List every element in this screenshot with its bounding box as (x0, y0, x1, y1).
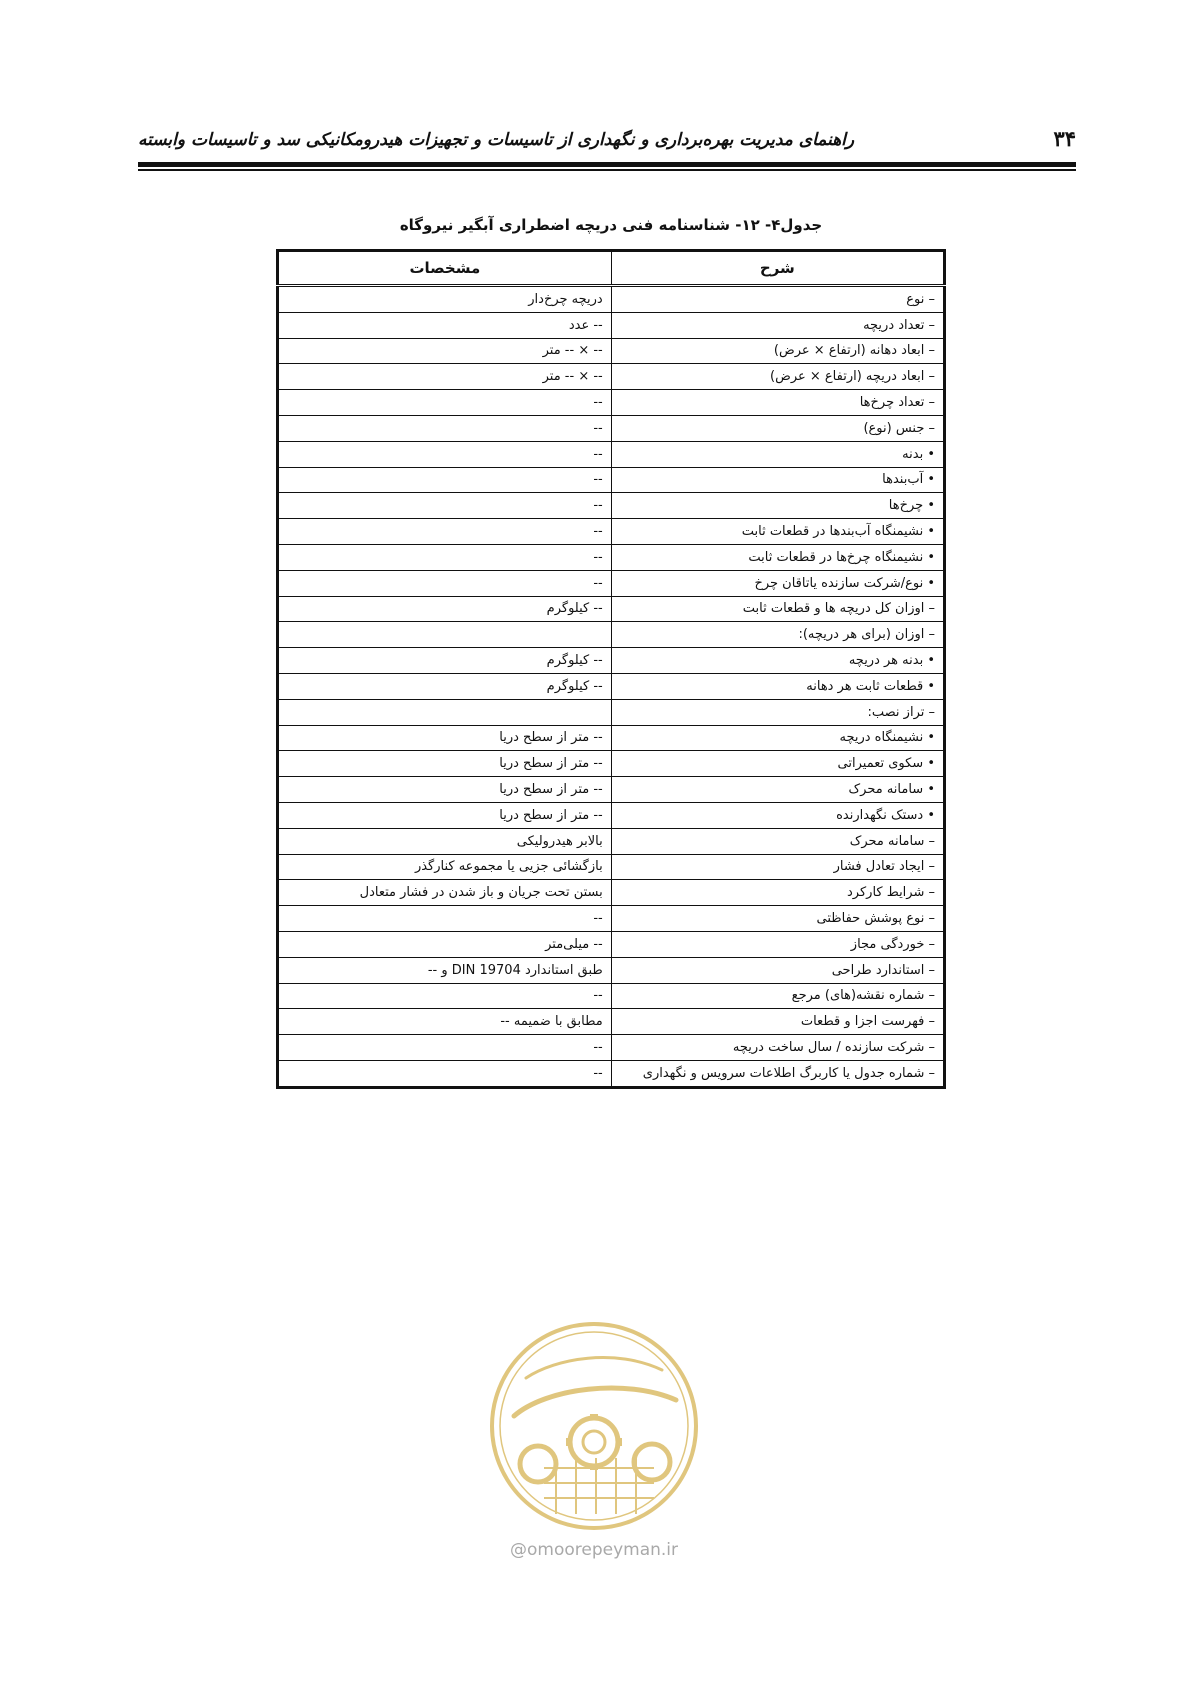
row-spec: مطابق با ضمیمه -- (278, 1009, 612, 1035)
row-description: • قطعات ثابت هر دهانه (611, 673, 944, 699)
table-row (278, 596, 945, 622)
table-row (278, 286, 945, 313)
row-spec: -- متر از سطح دریا (278, 725, 612, 751)
row-description: – ابعاد دریچه (ارتفاع × عرض) (611, 364, 944, 390)
table-row (278, 338, 945, 364)
spec-table (276, 249, 946, 1089)
row-spec: -- عدد (278, 312, 612, 338)
row-description: – نوع پوشش حفاظتی (611, 906, 944, 932)
row-spec: -- (278, 983, 612, 1009)
row-spec: -- متر از سطح دریا (278, 802, 612, 828)
row-spec: -- کیلوگرم (278, 673, 612, 699)
table-body (278, 286, 945, 1088)
row-description: • نوع/شرکت سازنده یاتاقان چرخ (611, 570, 944, 596)
table-row (278, 1035, 945, 1061)
table-row (278, 390, 945, 416)
table-row (278, 802, 945, 828)
table-row (278, 906, 945, 932)
row-description: – سامانه محرک (611, 828, 944, 854)
row-description: • بدنه هر دریچه (611, 648, 944, 674)
row-description: – شرایط کارکرد (611, 880, 944, 906)
row-spec: بازگشائی جزیی یا مجموعه کنارگذر (278, 854, 612, 880)
table-row (278, 983, 945, 1009)
table-row (278, 854, 945, 880)
header-specs: مشخصات (278, 251, 612, 286)
table-row (278, 467, 945, 493)
table-row (278, 544, 945, 570)
row-spec: -- (278, 544, 612, 570)
running-title: راهنمای مدیریت بهره‌برداری و نگهداری از تاسیسات و تجهیزات هیدرومکانیکی سد و تاسیسات وابسته (138, 130, 855, 150)
table-row (278, 519, 945, 545)
table-row (278, 957, 945, 983)
table-row (278, 673, 945, 699)
row-spec: -- کیلوگرم (278, 596, 612, 622)
header-rule-thick (138, 162, 1076, 167)
table-row (278, 570, 945, 596)
row-spec: -- متر از سطح دریا (278, 751, 612, 777)
table-row (278, 648, 945, 674)
row-description: • نشیمنگاه آب‌بندها در قطعات ثابت (611, 519, 944, 545)
table-row (278, 312, 945, 338)
row-spec: بستن تحت جریان و باز شدن در فشار متعادل (278, 880, 612, 906)
row-description: – تعداد چرخ‌ها (611, 390, 944, 416)
row-spec: -- (278, 441, 612, 467)
row-description: – تعداد دریچه (611, 312, 944, 338)
table-row (278, 622, 945, 648)
row-description: • چرخ‌ها (611, 493, 944, 519)
row-spec (278, 622, 612, 648)
table-row (278, 931, 945, 957)
table-row (278, 1060, 945, 1087)
table-caption: جدول۴- ۱۲- شناسنامه فنی دریچه اضطراری آبگیر نیروگاه (399, 216, 823, 234)
row-spec: -- کیلوگرم (278, 648, 612, 674)
omoorepeyman-logo (486, 1318, 702, 1534)
row-spec: -- × -- متر (278, 338, 612, 364)
row-description: – فهرست اجزا و قطعات (611, 1009, 944, 1035)
row-description: – اوزان کل دریچه ها و قطعات ثابت (611, 596, 944, 622)
table-row (278, 1009, 945, 1035)
page-number: ۳۴ (1053, 126, 1076, 151)
header-rule-thin (138, 169, 1076, 171)
row-spec: -- (278, 1035, 612, 1061)
row-description: – استاندارد طراحی (611, 957, 944, 983)
table-row (278, 364, 945, 390)
row-spec: -- (278, 415, 612, 441)
row-spec: -- (278, 493, 612, 519)
row-description: • بدنه (611, 441, 944, 467)
watermark-url: @omoorepeyman.ir (509, 1540, 679, 1560)
row-spec: -- × -- متر (278, 364, 612, 390)
row-spec: -- متر از سطح دریا (278, 777, 612, 803)
row-description: • نشیمنگاه دریچه (611, 725, 944, 751)
row-description: – جنس (نوع) (611, 415, 944, 441)
row-spec: دریچه چرخ‌دار (278, 286, 612, 313)
row-spec: -- (278, 390, 612, 416)
table-row (278, 828, 945, 854)
table-row (278, 441, 945, 467)
row-description: • سکوی تعمیراتی (611, 751, 944, 777)
table-row (278, 415, 945, 441)
row-description: – خوردگی مجاز (611, 931, 944, 957)
row-spec: طبق استاندارد DIN 19704 و -- (278, 957, 612, 983)
row-description: • سامانه محرک (611, 777, 944, 803)
row-description: • نشیمنگاه چرخ‌ها در قطعات ثابت (611, 544, 944, 570)
page-header (138, 126, 1076, 160)
row-spec: -- (278, 570, 612, 596)
row-description: – نوع (611, 286, 944, 313)
table-row (278, 880, 945, 906)
row-description: • آب‌بندها (611, 467, 944, 493)
row-description: – اوزان (برای هر دریچه): (611, 622, 944, 648)
row-spec: -- (278, 467, 612, 493)
header-description: شرح (611, 251, 944, 286)
row-description: • دستک نگهدارنده (611, 802, 944, 828)
row-spec: -- میلی‌متر (278, 931, 612, 957)
table-row (278, 699, 945, 725)
row-spec (278, 699, 612, 725)
row-description: – شماره جدول یا کاربرگ اطلاعات سرویس و نگهداری (611, 1060, 944, 1087)
table-row (278, 725, 945, 751)
row-description: – تراز نصب: (611, 699, 944, 725)
row-spec: -- (278, 519, 612, 545)
row-spec: -- (278, 1060, 612, 1087)
row-description: – شرکت سازنده / سال ساخت دریچه (611, 1035, 944, 1061)
table-row (278, 493, 945, 519)
table-row (278, 777, 945, 803)
row-spec: بالابر هیدرولیکی (278, 828, 612, 854)
row-description: – شماره نقشه(های) مرجع (611, 983, 944, 1009)
table-row (278, 751, 945, 777)
row-description: – ابعاد دهانه (ارتفاع × عرض) (611, 338, 944, 364)
table-header-row (278, 251, 945, 286)
row-description: – ایجاد تعادل فشار (611, 854, 944, 880)
row-spec: -- (278, 906, 612, 932)
